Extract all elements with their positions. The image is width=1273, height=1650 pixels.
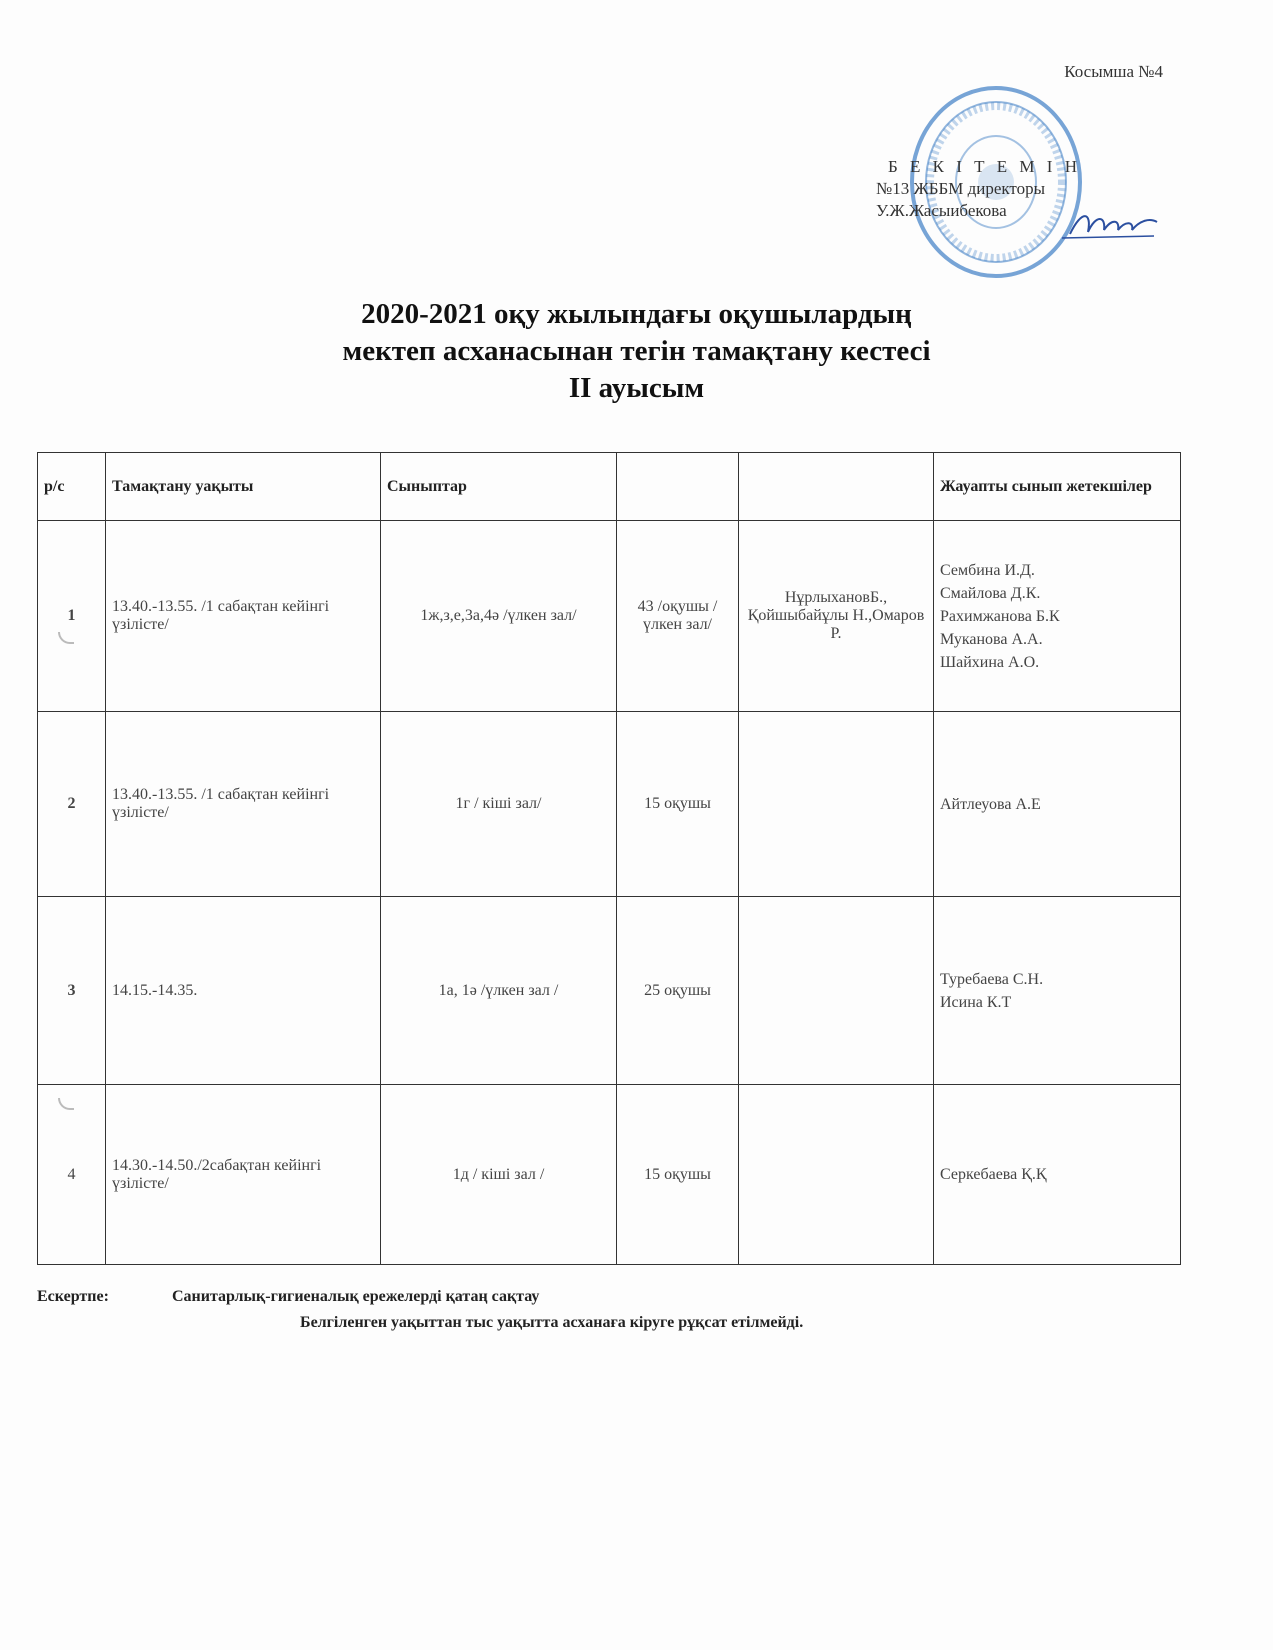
header-num: р/с <box>38 453 106 521</box>
table-row <box>38 521 1181 712</box>
teacher-name: Сембина И.Д. <box>940 561 1035 579</box>
header-time: Тамақтану уақыты <box>106 453 381 521</box>
appendix-label: Косымша №4 <box>1064 62 1163 81</box>
footer-note-1 <box>37 1288 539 1306</box>
document-title <box>0 296 1273 407</box>
footer-note-1-text: Санитарлық-гигиеналық ережелерді қатаң сақтау <box>172 1288 540 1305</box>
teacher-name: Муканова А.А. <box>940 630 1043 648</box>
row-num: 2 <box>38 712 106 897</box>
row-count: 25 оқушы <box>617 897 739 1085</box>
row-staff <box>739 1085 934 1265</box>
teacher-name: Айтлеуова А.Е <box>940 795 1041 813</box>
row-classes: 1ж,з,е,3а,4ә /үлкен зал/ <box>381 521 617 712</box>
teacher-name: Смайлова Д.К. <box>940 584 1041 602</box>
teacher-name: Туребаева С.Н. <box>940 970 1044 988</box>
row-teachers <box>934 1085 1181 1265</box>
row-count: 15 оқушы <box>617 1085 739 1265</box>
row-time: 14.15.-14.35. <box>106 897 381 1085</box>
row-staff: НұрлыхановБ., Қойшыбайұлы Н.,Омаров Р. <box>739 521 934 712</box>
footer-label: Ескертпе: <box>37 1288 109 1305</box>
row-time: 13.40.-13.55. /1 сабақтан кейінгі үзілісте/ <box>106 712 381 897</box>
approval-block <box>876 156 1081 222</box>
row-teachers <box>934 712 1181 897</box>
teacher-name: Исина К.Т <box>940 993 1012 1011</box>
signature-icon <box>1062 204 1162 244</box>
row-staff <box>739 897 934 1085</box>
row-classes: 1д / кіші зал / <box>381 1085 617 1265</box>
title-line-2: мектеп асханасынан тегін тамақтану кестесі <box>342 335 931 367</box>
teacher-name: Шайхина А.О. <box>940 653 1040 671</box>
row-num: 4 <box>38 1085 106 1265</box>
teacher-name: Серкебаева Қ.Қ <box>940 1166 1047 1183</box>
approve-position: №13 ЖББМ директоры <box>876 179 1046 198</box>
row-time: 14.30.-14.50./2сабақтан кейінгі үзілісте/ <box>106 1085 381 1265</box>
table-header-row <box>38 453 1181 521</box>
schedule-table <box>37 452 1181 1265</box>
row-count: 15 оқушы <box>617 712 739 897</box>
footer-note-2: Белгіленген уақыттан тыс уақытта асханаға кіруге рұқсат етілмейді. <box>300 1314 804 1331</box>
title-line-3: ІІ ауысым <box>568 372 705 404</box>
row-teachers <box>934 897 1181 1085</box>
table-row <box>38 1085 1181 1265</box>
row-num: 1 <box>38 521 106 712</box>
teacher-name: Рахимжанова Б.К <box>940 607 1060 625</box>
header-teachers: Жауапты сынып жетекшілер <box>934 453 1181 521</box>
row-staff <box>739 712 934 897</box>
table-row <box>38 712 1181 897</box>
row-classes: 1а, 1ә /үлкен зал / <box>381 897 617 1085</box>
row-classes: 1г / кіші зал/ <box>381 712 617 897</box>
row-teachers <box>934 521 1181 712</box>
approve-title: Б Е К І Т Е М І Н <box>888 157 1081 176</box>
row-count: 43 /оқушы /үлкен зал/ <box>617 521 739 712</box>
header-classes: Сыныптар <box>381 453 617 521</box>
approve-name: У.Ж.Жасыибекова <box>876 201 1007 220</box>
header-count <box>617 453 739 521</box>
table-row <box>38 897 1181 1085</box>
title-line-1: 2020-2021 оқу жылындағы оқушылардың <box>361 298 912 330</box>
row-time: 13.40.-13.55. /1 сабақтан кейінгі үзілісте/ <box>106 521 381 712</box>
row-num: 3 <box>38 897 106 1085</box>
header-staff <box>739 453 934 521</box>
